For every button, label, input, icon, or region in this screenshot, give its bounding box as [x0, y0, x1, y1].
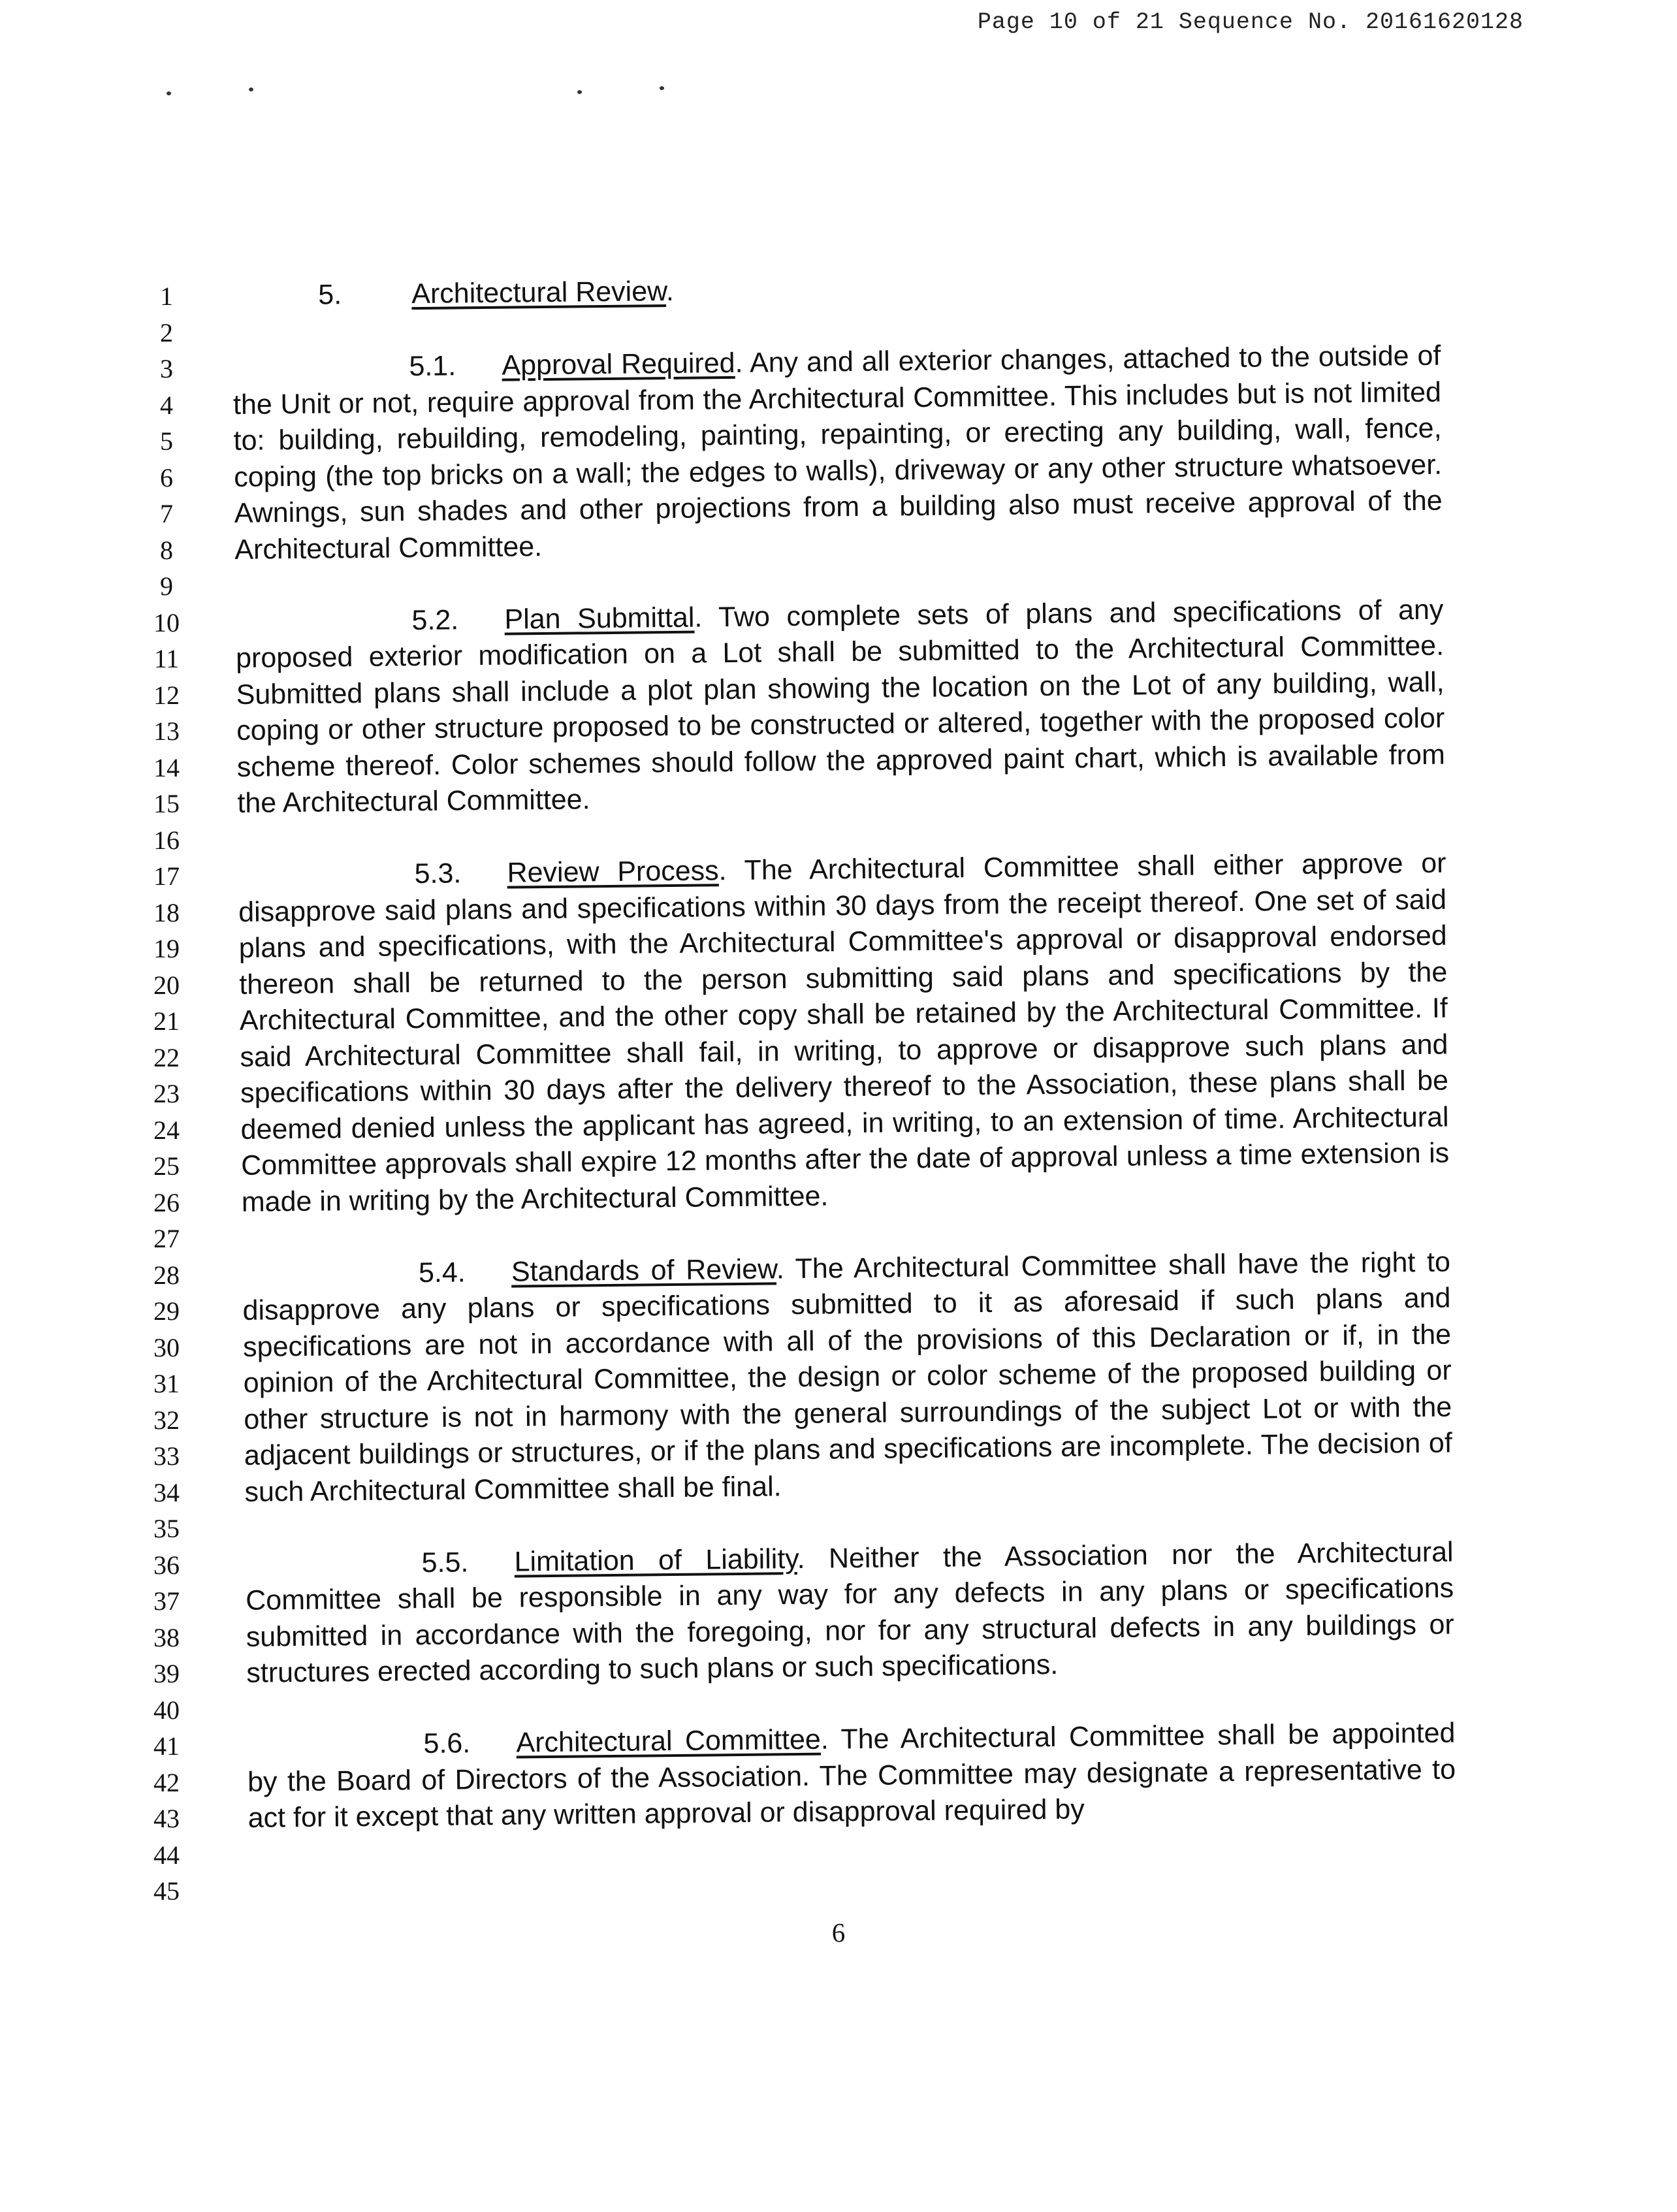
section-title: Architectural Review: [411, 276, 667, 310]
paragraph-title: Architectural Committee: [516, 1723, 822, 1759]
line-number: 23: [153, 1079, 180, 1108]
line-number: 25: [153, 1151, 180, 1181]
paragraph-body: . Two complete sets of plans and specifications of any proposed exterior modification on a Lot shall be submitted to the Architectural Committee. Submitted plans shall include a plot plan showing the location on the Lot of any building, wall, coping or other structure proposed to be constructed or altered, together with the proposed color scheme thereof. Color schemes should follow the approved paint chart, which is available from the Architectural Committee.: [235, 594, 1445, 819]
line-number: 45: [153, 1876, 180, 1906]
line-number: 6: [160, 462, 173, 492]
line-number: 44: [153, 1840, 180, 1870]
paragraph-number: 5.1.: [409, 350, 456, 383]
line-number: 16: [153, 825, 180, 855]
paragraph-5-5: [245, 1534, 1454, 1691]
line-number: 17: [153, 861, 180, 891]
line-number: 30: [153, 1332, 180, 1362]
paragraph-title: Approval Required: [502, 347, 735, 381]
line-number: 42: [153, 1767, 180, 1797]
line-number: 28: [153, 1260, 180, 1290]
line-number: 40: [153, 1695, 180, 1725]
line-number: 7: [160, 499, 173, 528]
line-number: 8: [160, 535, 173, 565]
paragraph-body: . The Architectural Committee shall have the right to disapprove any plans or specifications submitted to it as aforesaid if such plans and specifications are not in accordance with all of the provisions of this Declaration or if, in the opinion of the Architectural Committee, the design or color scheme of the proposed building or other structure is not in harmony with the general surroundings of the subject Lot or with the adjacent buildings or structures, or if the plans and specifications are incomplete. The decision of such Architectural Committee shall be final.: [242, 1246, 1453, 1508]
line-number: 43: [153, 1804, 180, 1833]
line-number: 1: [160, 281, 173, 311]
paragraph-title: Standards of Review: [511, 1253, 777, 1288]
line-number: 15: [153, 789, 180, 818]
scan-specks: [0, 78, 784, 98]
paragraph-body: . Neither the Association nor the Architectural Committee shall be responsible in any way for any defects in any plans or specifications submitted in accordance with the foregoing, nor for any structural defects in any buildings or structures erected according to such plans or such specifications.: [245, 1536, 1454, 1689]
line-number: 33: [153, 1441, 180, 1471]
line-number: 41: [153, 1731, 180, 1761]
paragraph-title: Review Process: [507, 855, 719, 889]
line-number: 9: [160, 571, 173, 601]
line-number: 24: [153, 1115, 180, 1145]
line-number: 21: [153, 1006, 180, 1036]
line-number: 10: [153, 607, 180, 637]
paragraph-body: . The Architectural Committee shall either approve or disapprove said plans and specifications within 30 days from the receipt thereof. One set of said plans and specifications, with the Architectural Committee's approval or disapproval endorsed thereon shall be returned to the person submitting said plans and specifications by the Architectural Committee, and the other copy shall be retained by the Architectural Committee. If said Architectural Committee shall fail, in writing, to approve or disapprove such plans and specifications within 30 days after the delivery thereof to the Association, these plans shall be deemed denied unless the applicant has agreed, in writing, to an extension of time. Architectural Committee approvals shall expire 12 months after the date of approval unless a time extension is made in writing by the Architectural Committee.: [238, 847, 1450, 1218]
line-number: 4: [160, 390, 173, 420]
paragraph-number: 5.2.: [411, 603, 459, 636]
paragraph-5-3: [238, 846, 1450, 1221]
paragraph-number: 5.5.: [421, 1546, 469, 1579]
line-number: 31: [153, 1369, 180, 1398]
paragraph-body: . The Architectural Committee shall be appointed by the Board of Directors of the Association. The Committee may designate a representative to act for it except that any written approval or disapproval required by: [247, 1717, 1456, 1834]
line-number: 29: [153, 1296, 180, 1326]
line-number: 34: [153, 1477, 180, 1507]
paragraph-body: . Any and all exterior changes, attached to the outside of the Unit or not, require approval from the Architectural Committee. This includes but is not limited to: building, rebuilding, remodeling, painting, repainting, or erecting any building, wall, fence, coping (the top bricks on a wall; the edges to walls), driveway or any other structure whatsoever. Awnings, sun shades and other projections from a building also must receive approval of the Architectural Committee.: [232, 340, 1443, 566]
line-number: 5: [160, 426, 173, 456]
section-title-period: .: [665, 275, 674, 308]
document-body: [232, 266, 1456, 1837]
line-number: 39: [153, 1659, 180, 1688]
line-number: 38: [153, 1622, 180, 1652]
line-number: 20: [153, 970, 180, 1000]
paragraph-5-6: [247, 1716, 1456, 1837]
line-number-column: [137, 278, 196, 1910]
paragraph-title: Limitation of Liability: [514, 1543, 797, 1578]
paragraph-title: Plan Submittal: [504, 601, 695, 635]
line-number: 11: [153, 644, 180, 673]
scan-speck: [249, 88, 253, 91]
line-number: 35: [153, 1514, 180, 1543]
line-number: 19: [153, 934, 180, 963]
line-number: 27: [153, 1224, 180, 1253]
page-number: 6: [831, 1917, 846, 1948]
line-number: 12: [153, 680, 180, 710]
paragraph-5-1: [232, 338, 1443, 568]
line-number: 3: [160, 354, 173, 383]
scan-speck: [167, 91, 171, 95]
paragraph-number: 5.6.: [423, 1727, 471, 1760]
paragraph-5-2: [235, 592, 1445, 822]
line-number: 13: [153, 716, 180, 746]
line-number: 22: [153, 1042, 180, 1072]
paragraph-5-4: [242, 1244, 1453, 1511]
paragraph-number: 5.3.: [414, 858, 462, 890]
line-number: 14: [153, 752, 180, 782]
page-sequence-stamp: Page 10 of 21 Sequence No. 20161620128: [977, 9, 1524, 35]
line-number: 37: [153, 1586, 180, 1616]
scan-speck: [660, 86, 664, 90]
line-number: 18: [153, 897, 180, 927]
line-number: 36: [153, 1550, 180, 1580]
scan-speck: [577, 90, 582, 94]
line-number: 2: [160, 317, 173, 347]
paragraph-number: 5.4.: [418, 1256, 466, 1289]
line-number: 26: [153, 1187, 180, 1217]
line-number: 32: [153, 1405, 180, 1435]
section-number: 5.: [318, 279, 342, 311]
